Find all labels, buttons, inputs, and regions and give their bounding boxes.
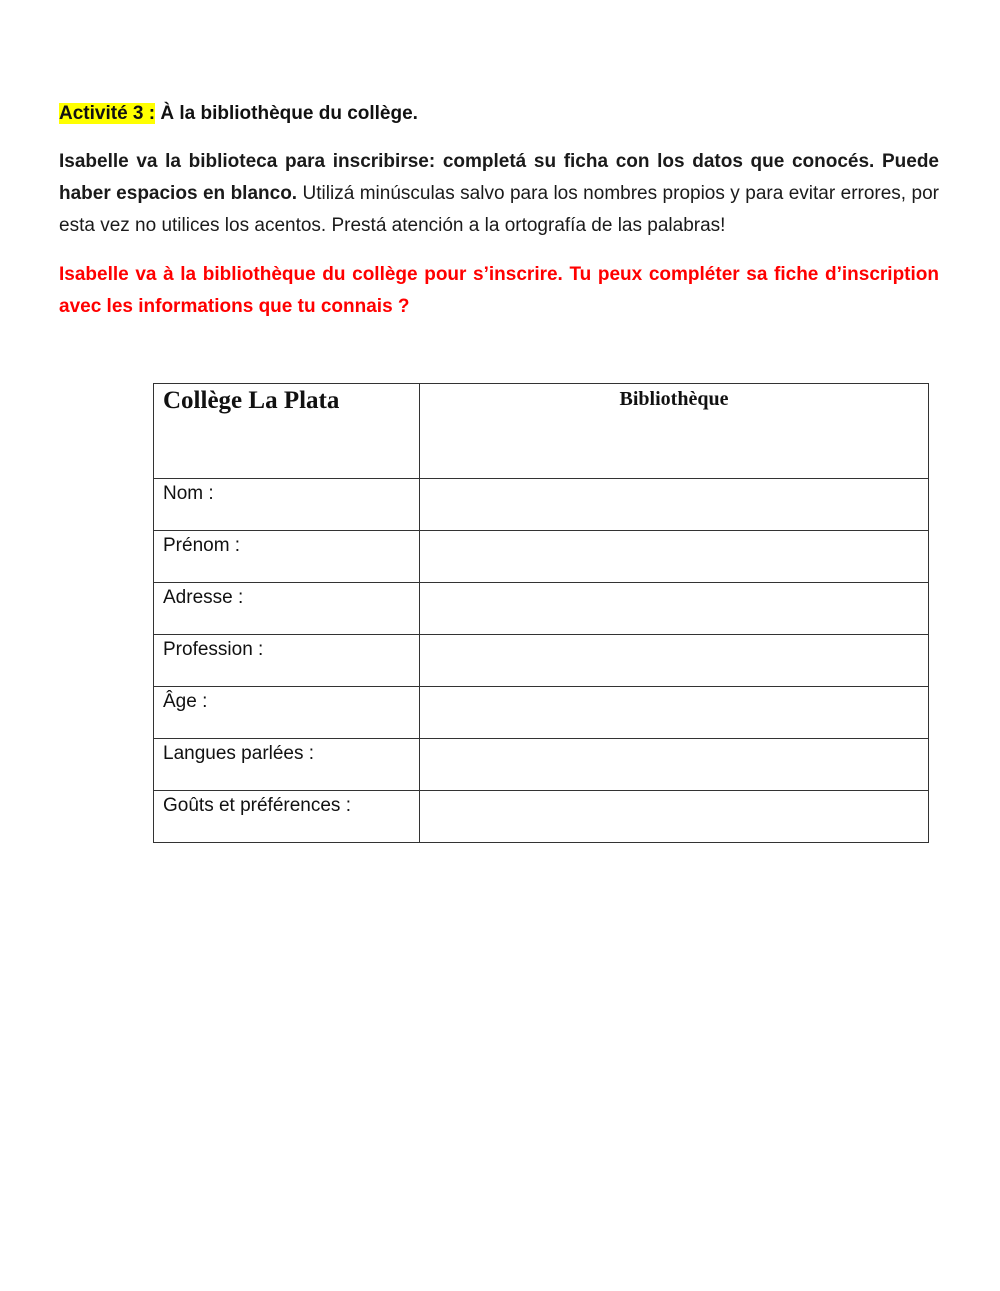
form-row-profession: [154, 635, 929, 687]
form-row-prenom: [154, 531, 929, 583]
field-input-nom[interactable]: [420, 479, 929, 531]
activity-title: À la bibliothèque du collège.: [160, 103, 418, 124]
field-input-gouts[interactable]: [420, 791, 929, 843]
form-row-gouts: [154, 791, 929, 843]
field-input-prenom[interactable]: [420, 531, 929, 583]
activity-label: Activité 3 :: [59, 103, 156, 124]
school-name: Collège La Plata: [154, 384, 420, 479]
field-label-age: Âge :: [154, 687, 420, 739]
field-label-adresse: Adresse :: [154, 583, 420, 635]
french-prompt: Isabelle va à la bibliothèque du collège pour s’inscrire. Tu peux compléter sa fiche d’inscription avec les informations que tu connais ?: [59, 264, 939, 317]
form-row-langues: [154, 739, 929, 791]
field-label-nom: Nom :: [154, 479, 420, 531]
field-input-age[interactable]: [420, 687, 929, 739]
field-label-prenom: Prénom :: [154, 531, 420, 583]
form-row-age: [154, 687, 929, 739]
field-label-langues: Langues parlées :: [154, 739, 420, 791]
field-input-profession[interactable]: [420, 635, 929, 687]
field-label-profession: Profession :: [154, 635, 420, 687]
form-header-row: [154, 384, 929, 479]
form-header-title: Bibliothèque: [420, 384, 929, 479]
field-input-langues[interactable]: [420, 739, 929, 791]
form-row-nom: [154, 479, 929, 531]
field-label-gouts: Goûts et préférences :: [154, 791, 420, 843]
form-row-adresse: [154, 583, 929, 635]
instructions-bold: Isabelle va la biblioteca para inscribirse: completá su ficha con los datos que conocés. Puede haber espacios en blanco.: [59, 151, 939, 204]
field-input-adresse[interactable]: [420, 583, 929, 635]
instructions-normal: Utilizá minúsculas salvo para los nombres propios y para evitar errores, por esta vez no utilices los acentos. Prestá atención a la ortografía de las palabras!: [59, 183, 939, 236]
spanish-instructions: [59, 146, 939, 242]
activity-heading: [59, 100, 418, 128]
registration-form-table: [153, 383, 929, 843]
